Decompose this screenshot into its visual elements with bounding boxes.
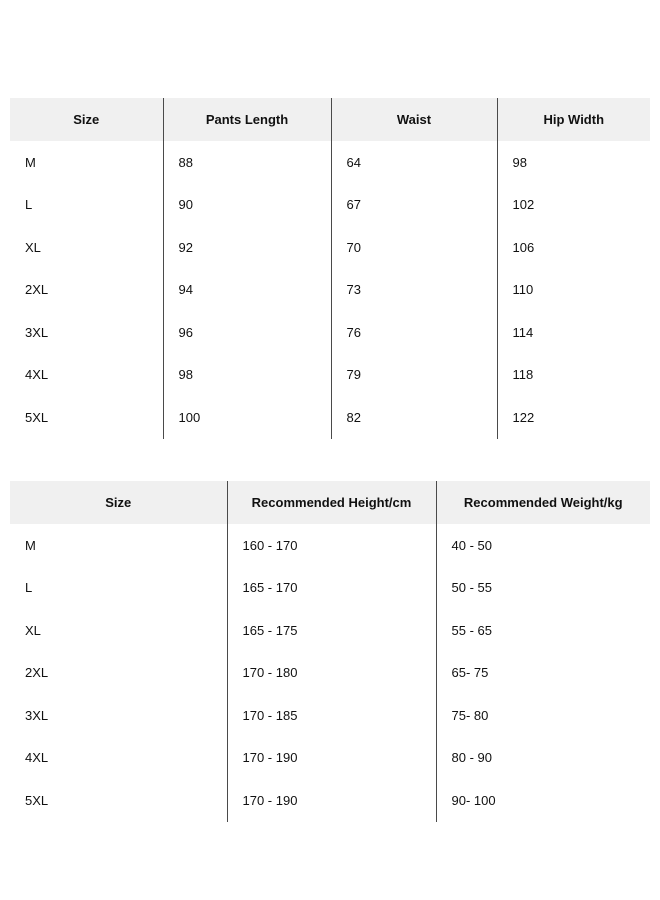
cell-height-range: 165 - 175 [227,609,436,652]
header-recommended-weight: Recommended Weight/kg [436,481,650,524]
cell-size: M [25,154,36,170]
cell-weight-range: 80 - 90 [436,737,650,780]
table-row [10,269,650,312]
size-recommendation-table [10,481,650,822]
header-recommended-height: Recommended Height/cm [227,481,436,524]
cell-waist: 79 [331,354,497,397]
header-size: Size [10,98,163,141]
cell-height-range: 170 - 185 [227,694,436,737]
table-body [10,524,650,822]
cell-size: 4XL [25,750,49,766]
table-row [10,524,650,567]
cell-size: L [25,197,33,213]
cell-size: M [25,537,36,553]
table-row [10,779,650,822]
cell-size: XL [25,239,41,255]
header-size: Size [10,481,227,524]
table-header [10,481,650,524]
cell-size: 3XL [25,707,49,723]
cell-waist: 82 [331,396,497,439]
cell-weight-range: 40 - 50 [436,524,650,567]
cell-height-range: 170 - 190 [227,779,436,822]
cell-hip-width: 114 [497,311,650,354]
cell-pants-length: 94 [163,269,331,312]
cell-size: L [25,580,33,596]
cell-hip-width: 110 [497,269,650,312]
cell-weight-range: 50 - 55 [436,567,650,610]
cell-pants-length: 96 [163,311,331,354]
size-measurement-table [10,98,650,439]
cell-size: 3XL [25,324,49,340]
cell-pants-length: 98 [163,354,331,397]
table-row [10,609,650,652]
cell-size: XL [25,622,41,638]
cell-weight-range: 55 - 65 [436,609,650,652]
cell-hip-width: 106 [497,226,650,269]
header-row [10,98,650,141]
table-row [10,354,650,397]
table-row [10,396,650,439]
cell-waist: 73 [331,269,497,312]
cell-size: 5XL [25,409,49,425]
table-row [10,694,650,737]
table-row [10,226,650,269]
table-row [10,311,650,354]
cell-height-range: 160 - 170 [227,524,436,567]
table-row [10,737,650,780]
table-row [10,184,650,227]
header-waist: Waist [331,98,497,141]
table-row [10,141,650,184]
cell-waist: 64 [331,141,497,184]
header-row [10,481,650,524]
cell-height-range: 170 - 190 [227,737,436,780]
table-body [10,141,650,439]
cell-size: 2XL [25,282,49,298]
cell-waist: 70 [331,226,497,269]
cell-size: 2XL [25,665,49,681]
cell-pants-length: 92 [163,226,331,269]
cell-weight-range: 90- 100 [436,779,650,822]
cell-pants-length: 90 [163,184,331,227]
cell-waist: 67 [331,184,497,227]
cell-hip-width: 98 [497,141,650,184]
header-hip-width: Hip Width [497,98,650,141]
table-row [10,567,650,610]
header-pants-length: Pants Length [163,98,331,141]
table-row [10,652,650,695]
cell-pants-length: 88 [163,141,331,184]
cell-height-range: 170 - 180 [227,652,436,695]
cell-size: 5XL [25,792,49,808]
cell-hip-width: 102 [497,184,650,227]
table-header [10,98,650,141]
cell-weight-range: 75- 80 [436,694,650,737]
cell-waist: 76 [331,311,497,354]
cell-size: 4XL [25,367,49,383]
cell-hip-width: 122 [497,396,650,439]
cell-pants-length: 100 [163,396,331,439]
cell-hip-width: 118 [497,354,650,397]
cell-height-range: 165 - 170 [227,567,436,610]
cell-weight-range: 65- 75 [436,652,650,695]
